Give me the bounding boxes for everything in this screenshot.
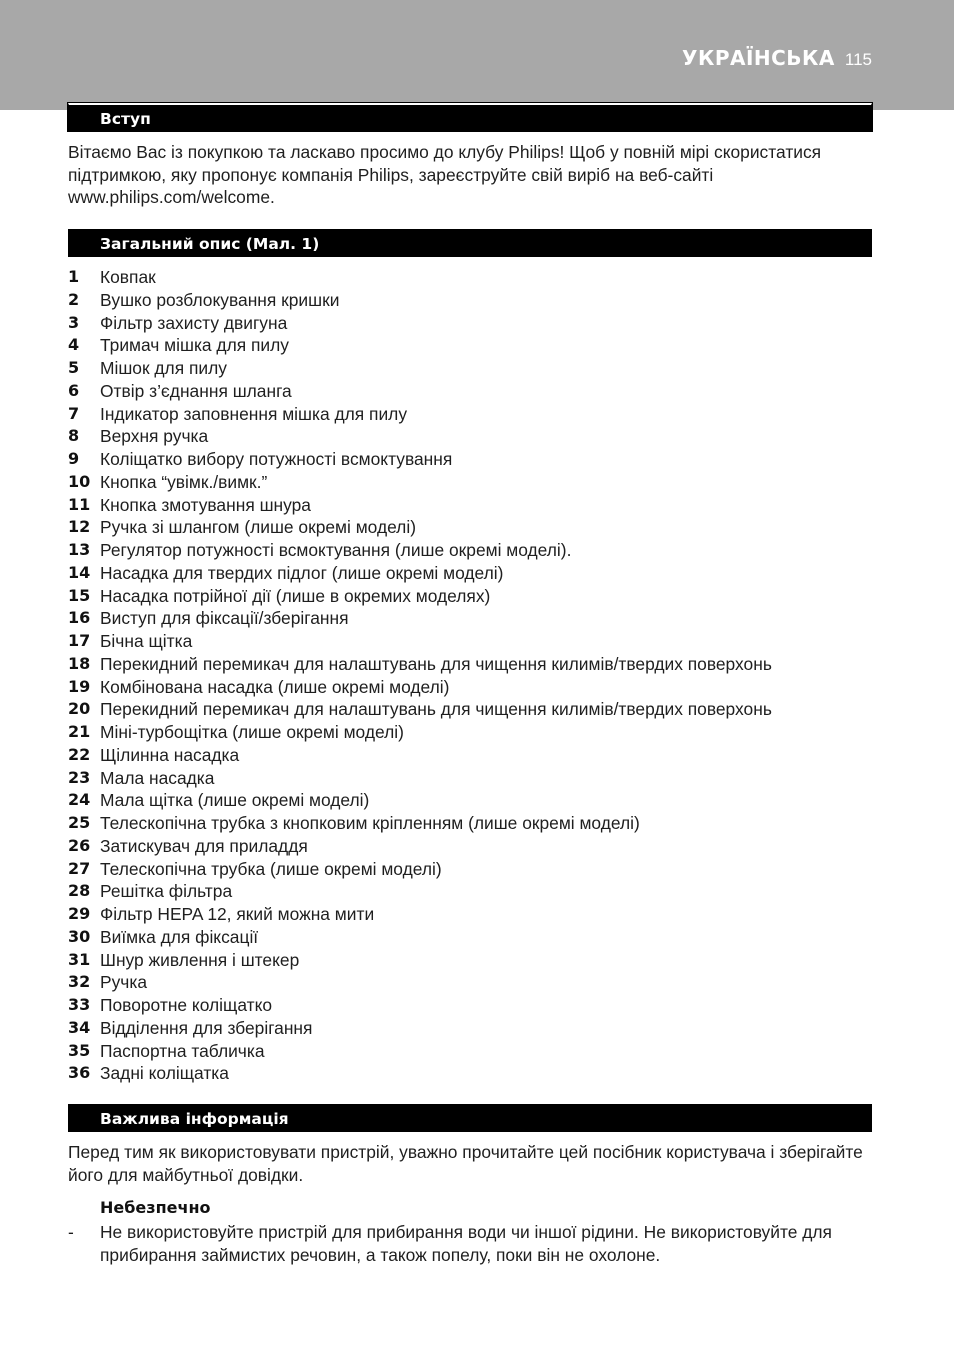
list-item-number: 32 xyxy=(68,972,91,992)
list-item xyxy=(68,289,772,312)
section-title-important: Важлива інформація xyxy=(100,1110,289,1128)
section-heading-important xyxy=(68,1104,872,1132)
danger-heading: Небезпечно xyxy=(100,1198,211,1217)
bullet-text: Не використовуйте пристрій для прибирання води чи іншої рідини. Не використовуйте для прибирання займистих речовин, а також попелу, поки він не охолоне. xyxy=(100,1222,832,1265)
list-item xyxy=(68,562,772,585)
list-item-text: Бічна щітка xyxy=(100,631,193,651)
list-item xyxy=(68,357,772,380)
list-item xyxy=(68,539,772,562)
list-item-text: Мішок для пилу xyxy=(100,358,227,378)
list-item xyxy=(68,971,772,994)
list-item-number: 13 xyxy=(68,540,91,559)
list-item-text: Мала щітка (лише окремі моделі) xyxy=(100,790,370,811)
danger-bullet xyxy=(68,1221,878,1266)
list-item-text: Мала насадка xyxy=(100,767,215,788)
list-item-number: 17 xyxy=(68,631,91,650)
list-item xyxy=(68,721,772,744)
list-item-text: Коліщатко вибору потужності всмоктування xyxy=(100,449,453,469)
list-item-number: 3 xyxy=(68,312,80,332)
list-item-text: Відділення для зберігання xyxy=(100,1017,313,1038)
list-item-number: 2 xyxy=(68,289,80,309)
list-item-number: 15 xyxy=(68,585,91,605)
list-item-number: 33 xyxy=(68,995,91,1014)
list-item-text: Затискувач для приладдя xyxy=(100,835,308,856)
list-item xyxy=(68,471,772,494)
list-item-text: Вушко розблокування кришки xyxy=(100,289,340,310)
list-item-number: 28 xyxy=(68,881,91,901)
list-item-number: 22 xyxy=(68,744,91,764)
section-title-general: Загальний опис (Мал. 1) xyxy=(100,235,320,253)
list-item-number: 21 xyxy=(68,722,91,741)
list-item-text: Телескопічна трубка (лише окремі моделі) xyxy=(100,858,442,879)
list-item-number: 14 xyxy=(68,562,91,582)
list-item-text: Решітка фільтра xyxy=(100,881,233,902)
section-heading-general xyxy=(68,229,872,257)
list-item xyxy=(68,1017,772,1040)
list-item xyxy=(68,403,772,426)
list-item-text: Виїмка для фіксації xyxy=(100,926,259,947)
list-item xyxy=(68,380,772,403)
intro-paragraph: Вітаємо Вас із покупкою та ласкаво просимо до клубу Philips! Щоб у повній мірі скористатися підтримкою, яку пропонує компанія Philips, зареєструйте свій виріб на веб-сайті www.philips.com/welcome. xyxy=(68,142,822,207)
list-item-text: Поворотне коліщатко xyxy=(100,995,273,1015)
list-item-text: Насадка для твердих підлог (лише окремі моделі) xyxy=(100,562,504,583)
list-item xyxy=(68,516,772,539)
list-item-number: 19 xyxy=(68,676,91,696)
list-item xyxy=(68,858,772,881)
list-item-number: 36 xyxy=(68,1063,91,1083)
list-item-text: Фільтр HEPA 12, який можна мити xyxy=(100,904,375,924)
list-item xyxy=(68,448,772,471)
list-item-number: 20 xyxy=(68,699,91,719)
list-item-number: 31 xyxy=(68,949,91,969)
list-item-text: Задні коліщатка xyxy=(100,1063,229,1084)
list-item-number: 29 xyxy=(68,904,91,923)
list-item xyxy=(68,494,772,517)
list-item xyxy=(68,266,772,289)
list-item-text: Міні-турбощітка (лише окремі моделі) xyxy=(100,722,404,742)
list-item-number: 10 xyxy=(68,471,91,491)
list-item xyxy=(68,789,772,812)
list-item xyxy=(68,903,772,926)
list-item-text: Індикатор заповнення мішка для пилу xyxy=(100,403,408,424)
list-item xyxy=(68,653,772,676)
list-item-text: Отвір з’єднання шланга xyxy=(100,380,292,401)
list-item-text: Перекидний перемикач для налаштувань для чищення килимів/твердих поверхонь xyxy=(100,653,772,674)
list-item-number: 6 xyxy=(68,380,80,400)
important-paragraph: Перед тим як використовувати пристрій, уважно прочитайте цей посібник користувача і зберігайте його для майбутньої довідки. xyxy=(68,1142,863,1185)
list-item-text: Тримач мішка для пилу xyxy=(100,335,289,356)
list-item xyxy=(68,312,772,335)
list-item-number: 27 xyxy=(68,858,91,878)
parts-list xyxy=(68,266,772,1085)
list-item-text: Верхня ручка xyxy=(100,426,209,447)
page-header xyxy=(682,46,872,70)
list-item-number: 18 xyxy=(68,653,91,673)
list-item xyxy=(68,812,772,835)
list-item xyxy=(68,767,772,790)
list-item xyxy=(68,1062,772,1085)
list-item-number: 25 xyxy=(68,813,91,832)
list-item-number: 24 xyxy=(68,790,91,810)
list-item xyxy=(68,1040,772,1063)
list-item-text: Насадка потрійної дії (лише в окремих моделях) xyxy=(100,585,491,606)
list-item-number: 12 xyxy=(68,517,91,537)
list-item xyxy=(68,334,772,357)
list-item xyxy=(68,585,772,608)
list-item xyxy=(68,607,772,630)
list-item-number: 34 xyxy=(68,1017,91,1037)
list-item xyxy=(68,676,772,699)
list-item-number: 23 xyxy=(68,767,91,787)
list-item-number: 1 xyxy=(68,267,80,286)
section-title-intro: Вступ xyxy=(100,110,151,128)
list-item-text: Паспортна табличка xyxy=(100,1040,265,1061)
page-number: 115 xyxy=(844,50,872,69)
list-item-number: 7 xyxy=(68,403,80,423)
list-item-number: 11 xyxy=(68,494,91,514)
list-item xyxy=(68,835,772,858)
list-item xyxy=(68,994,772,1017)
list-item-text: Кнопка “увімк./вимк.” xyxy=(100,471,268,492)
list-item-text: Кнопка змотування шнура xyxy=(100,494,311,515)
list-item-number: 5 xyxy=(68,358,80,377)
list-item-text: Шнур живлення і штекер xyxy=(100,949,300,970)
list-item-text: Фільтр захисту двигуна xyxy=(100,312,288,333)
list-item-text: Щілинна насадка xyxy=(100,744,240,765)
list-item-number: 35 xyxy=(68,1040,91,1060)
list-item-number: 30 xyxy=(68,926,91,946)
list-item-number: 9 xyxy=(68,449,80,468)
list-item xyxy=(68,425,772,448)
list-item-text: Ручка xyxy=(100,972,148,993)
list-item xyxy=(68,630,772,653)
list-item-text: Виступ для фіксації/зберігання xyxy=(100,608,349,629)
list-item-number: 8 xyxy=(68,426,80,446)
list-item-text: Ручка зі шлангом (лише окремі моделі) xyxy=(100,517,416,538)
list-item xyxy=(68,698,772,721)
list-item-text: Регулятор потужності всмоктування (лише окремі моделі). xyxy=(100,540,572,560)
list-item-text: Комбінована насадка (лише окремі моделі) xyxy=(100,676,450,697)
list-item xyxy=(68,949,772,972)
list-item-number: 4 xyxy=(68,335,80,355)
list-item-number: 26 xyxy=(68,835,91,855)
list-item-text: Телескопічна трубка з кнопковим кріпленням (лише окремі моделі) xyxy=(100,813,640,833)
list-item-text: Ковпак xyxy=(100,267,156,287)
section-heading-intro xyxy=(68,103,872,131)
language-title: УКРАЇНСЬКА xyxy=(682,46,835,70)
list-item xyxy=(68,880,772,903)
bullet-dash: - xyxy=(68,1222,74,1242)
list-item-text: Перекидний перемикач для налаштувань для чищення килимів/твердих поверхонь xyxy=(100,699,772,720)
list-item xyxy=(68,744,772,767)
list-item xyxy=(68,926,772,949)
list-item-number: 16 xyxy=(68,608,91,628)
